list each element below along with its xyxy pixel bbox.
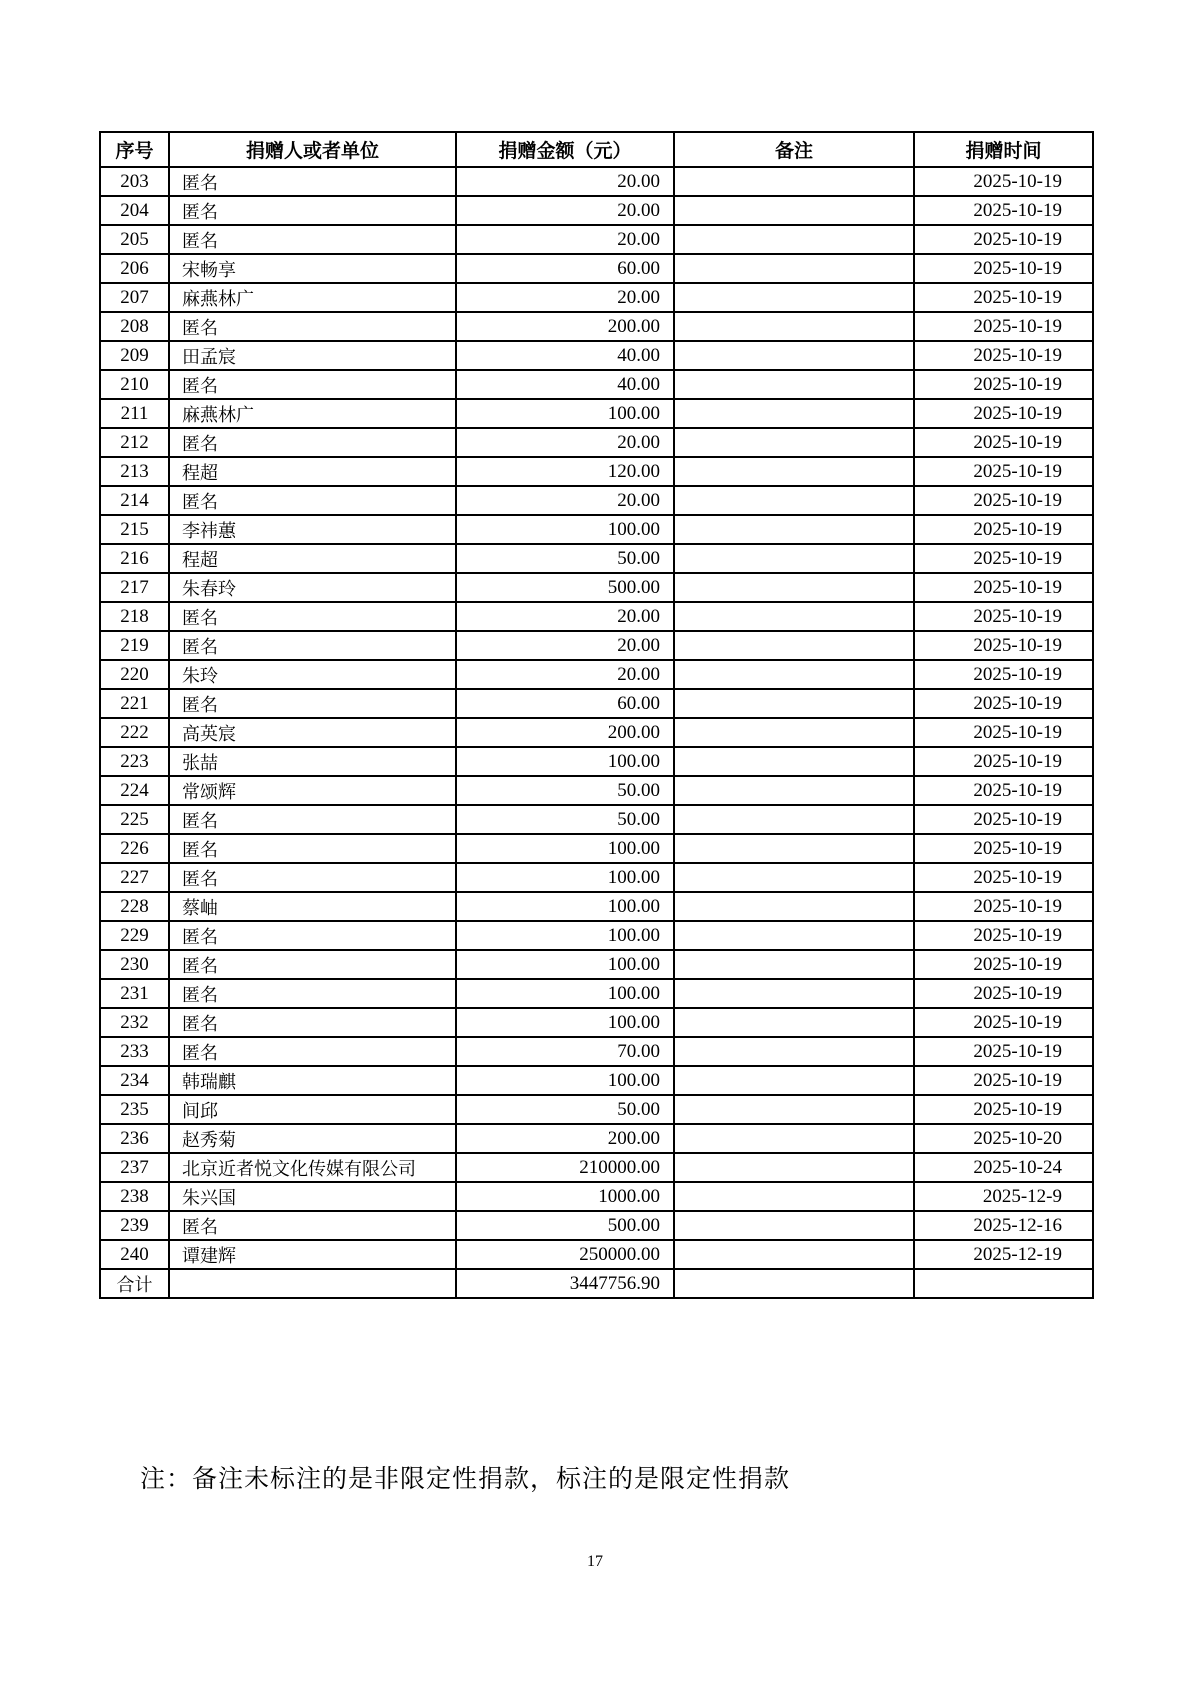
row-no-cell: 236 (100, 1124, 169, 1153)
amount-cell: 1000.00 (456, 1182, 674, 1211)
row-no-cell: 208 (100, 312, 169, 341)
donor-cell: 匿名 (169, 921, 456, 950)
date-cell: 2025-12-9 (914, 1182, 1093, 1211)
table-row (100, 428, 1093, 457)
donor-cell: 程超 (169, 457, 456, 486)
table-row (100, 921, 1093, 950)
amount-cell: 210000.00 (456, 1153, 674, 1182)
row-no-cell: 212 (100, 428, 169, 457)
row-no-cell: 222 (100, 718, 169, 747)
donor-cell: 匿名 (169, 167, 456, 196)
row-no-cell: 214 (100, 486, 169, 515)
date-cell: 2025-10-19 (914, 776, 1093, 805)
donor-cell: 蔡岫 (169, 892, 456, 921)
amount-cell: 100.00 (456, 747, 674, 776)
amount-cell: 100.00 (456, 399, 674, 428)
donor-cell: 麻燕林广 (169, 399, 456, 428)
note-cell (674, 1124, 914, 1153)
note-cell (674, 631, 914, 660)
table-row (100, 544, 1093, 573)
note-cell (674, 573, 914, 602)
row-no-cell: 230 (100, 950, 169, 979)
amount-cell: 20.00 (456, 283, 674, 312)
donor-cell: 匿名 (169, 979, 456, 1008)
table-row (100, 1066, 1093, 1095)
row-no-cell: 223 (100, 747, 169, 776)
row-no-cell: 229 (100, 921, 169, 950)
footnote: 注：备注未标注的是非限定性捐款，标注的是限定性捐款 (140, 1466, 791, 1493)
donor-cell: 匿名 (169, 950, 456, 979)
table-row (100, 225, 1093, 254)
amount-cell: 20.00 (456, 428, 674, 457)
amount-cell: 100.00 (456, 515, 674, 544)
date-cell: 2025-10-19 (914, 254, 1093, 283)
donor-cell: 赵秀菊 (169, 1124, 456, 1153)
table-row (100, 573, 1093, 602)
amount-cell: 20.00 (456, 167, 674, 196)
row-no-cell: 206 (100, 254, 169, 283)
table-row (100, 805, 1093, 834)
header-date: 捐赠时间 (914, 132, 1093, 167)
amount-cell: 500.00 (456, 573, 674, 602)
row-no-cell: 204 (100, 196, 169, 225)
amount-cell: 100.00 (456, 979, 674, 1008)
donor-cell: 匿名 (169, 631, 456, 660)
row-no-cell: 218 (100, 602, 169, 631)
note-cell (674, 399, 914, 428)
page-number: 17 (587, 1553, 603, 1570)
donor-cell: 常颂辉 (169, 776, 456, 805)
table-row (100, 254, 1093, 283)
total-date-cell (914, 1269, 1093, 1298)
row-no-cell: 225 (100, 805, 169, 834)
total-row (100, 1269, 1093, 1298)
date-cell: 2025-10-19 (914, 196, 1093, 225)
row-no-cell: 234 (100, 1066, 169, 1095)
note-cell (674, 254, 914, 283)
amount-cell: 50.00 (456, 776, 674, 805)
amount-cell: 100.00 (456, 892, 674, 921)
donor-cell: 匿名 (169, 1037, 456, 1066)
row-no-cell: 213 (100, 457, 169, 486)
date-cell: 2025-10-24 (914, 1153, 1093, 1182)
donor-cell: 朱玲 (169, 660, 456, 689)
date-cell: 2025-10-19 (914, 457, 1093, 486)
donor-cell: 北京近者悦文化传媒有限公司 (169, 1153, 456, 1182)
table-row (100, 399, 1093, 428)
note-cell (674, 515, 914, 544)
note-cell (674, 834, 914, 863)
note-cell (674, 196, 914, 225)
table-row (100, 892, 1093, 921)
date-cell: 2025-10-19 (914, 573, 1093, 602)
row-no-cell: 210 (100, 370, 169, 399)
table-row (100, 718, 1093, 747)
amount-cell: 100.00 (456, 921, 674, 950)
header-row (100, 132, 1093, 167)
date-cell: 2025-10-19 (914, 834, 1093, 863)
note-cell (674, 544, 914, 573)
header-no: 序号 (100, 132, 169, 167)
row-no-cell: 233 (100, 1037, 169, 1066)
note-cell (674, 283, 914, 312)
date-cell: 2025-10-19 (914, 1037, 1093, 1066)
amount-cell: 70.00 (456, 1037, 674, 1066)
row-no-cell: 235 (100, 1095, 169, 1124)
table-row (100, 747, 1093, 776)
note-cell (674, 1095, 914, 1124)
note-cell (674, 1037, 914, 1066)
date-cell: 2025-12-16 (914, 1211, 1093, 1240)
header-amount: 捐赠金额（元） (456, 132, 674, 167)
date-cell: 2025-10-19 (914, 544, 1093, 573)
amount-cell: 100.00 (456, 863, 674, 892)
amount-cell: 20.00 (456, 660, 674, 689)
donor-cell: 谭建辉 (169, 1240, 456, 1269)
row-no-cell: 215 (100, 515, 169, 544)
amount-cell: 20.00 (456, 486, 674, 515)
note-cell (674, 747, 914, 776)
row-no-cell: 205 (100, 225, 169, 254)
date-cell: 2025-10-19 (914, 921, 1093, 950)
date-cell: 2025-10-19 (914, 428, 1093, 457)
donor-cell: 间邱 (169, 1095, 456, 1124)
date-cell: 2025-12-19 (914, 1240, 1093, 1269)
date-cell: 2025-10-19 (914, 602, 1093, 631)
header-note: 备注 (674, 132, 914, 167)
note-cell (674, 1182, 914, 1211)
amount-cell: 60.00 (456, 254, 674, 283)
donation-table-body (100, 167, 1093, 1269)
table-row (100, 370, 1093, 399)
amount-cell: 50.00 (456, 805, 674, 834)
amount-cell: 200.00 (456, 312, 674, 341)
donor-cell: 朱春玲 (169, 573, 456, 602)
note-cell (674, 341, 914, 370)
note-cell (674, 1240, 914, 1269)
table-row (100, 1211, 1093, 1240)
row-no-cell: 216 (100, 544, 169, 573)
note-cell (674, 370, 914, 399)
date-cell: 2025-10-20 (914, 1124, 1093, 1153)
note-cell (674, 225, 914, 254)
donor-cell: 田孟宸 (169, 341, 456, 370)
row-no-cell: 211 (100, 399, 169, 428)
date-cell: 2025-10-19 (914, 399, 1093, 428)
row-no-cell: 209 (100, 341, 169, 370)
total-label-cell: 合计 (100, 1269, 169, 1298)
amount-cell: 100.00 (456, 950, 674, 979)
row-no-cell: 228 (100, 892, 169, 921)
date-cell: 2025-10-19 (914, 1008, 1093, 1037)
row-no-cell: 203 (100, 167, 169, 196)
row-no-cell: 224 (100, 776, 169, 805)
table-row (100, 602, 1093, 631)
donor-cell: 程超 (169, 544, 456, 573)
amount-cell: 200.00 (456, 1124, 674, 1153)
amount-cell: 100.00 (456, 1066, 674, 1095)
date-cell: 2025-10-19 (914, 950, 1093, 979)
amount-cell: 100.00 (456, 834, 674, 863)
note-cell (674, 718, 914, 747)
date-cell: 2025-10-19 (914, 167, 1093, 196)
donor-cell: 匿名 (169, 225, 456, 254)
table-row (100, 863, 1093, 892)
total-note-cell (674, 1269, 914, 1298)
table-row (100, 1095, 1093, 1124)
date-cell: 2025-10-19 (914, 718, 1093, 747)
total-amount-cell: 3447756.90 (456, 1269, 674, 1298)
row-no-cell: 219 (100, 631, 169, 660)
donor-cell: 高英宸 (169, 718, 456, 747)
donor-cell: 匿名 (169, 486, 456, 515)
row-no-cell: 232 (100, 1008, 169, 1037)
row-no-cell: 237 (100, 1153, 169, 1182)
note-cell (674, 921, 914, 950)
date-cell: 2025-10-19 (914, 660, 1093, 689)
note-cell (674, 428, 914, 457)
amount-cell: 20.00 (456, 602, 674, 631)
date-cell: 2025-10-19 (914, 486, 1093, 515)
row-no-cell: 221 (100, 689, 169, 718)
note-cell (674, 312, 914, 341)
date-cell: 2025-10-19 (914, 1095, 1093, 1124)
date-cell: 2025-10-19 (914, 341, 1093, 370)
amount-cell: 20.00 (456, 631, 674, 660)
note-cell (674, 660, 914, 689)
note-cell (674, 486, 914, 515)
donation-table (99, 131, 1094, 1299)
note-cell (674, 805, 914, 834)
table-row (100, 515, 1093, 544)
note-cell (674, 950, 914, 979)
donor-cell: 朱兴国 (169, 1182, 456, 1211)
table-row (100, 457, 1093, 486)
amount-cell: 50.00 (456, 544, 674, 573)
donor-cell: 匿名 (169, 428, 456, 457)
row-no-cell: 231 (100, 979, 169, 1008)
donor-cell: 匿名 (169, 834, 456, 863)
header-donor: 捐赠人或者单位 (169, 132, 456, 167)
note-cell (674, 863, 914, 892)
note-cell (674, 457, 914, 486)
note-cell (674, 776, 914, 805)
date-cell: 2025-10-19 (914, 370, 1093, 399)
donor-cell: 匿名 (169, 1211, 456, 1240)
donor-cell: 匿名 (169, 805, 456, 834)
donor-cell: 张喆 (169, 747, 456, 776)
note-cell (674, 1066, 914, 1095)
amount-cell: 500.00 (456, 1211, 674, 1240)
amount-cell: 200.00 (456, 718, 674, 747)
date-cell: 2025-10-19 (914, 515, 1093, 544)
note-cell (674, 167, 914, 196)
table-row (100, 341, 1093, 370)
amount-cell: 40.00 (456, 341, 674, 370)
amount-cell: 120.00 (456, 457, 674, 486)
amount-cell: 50.00 (456, 1095, 674, 1124)
table-row (100, 312, 1093, 341)
donor-cell: 匿名 (169, 196, 456, 225)
row-no-cell: 207 (100, 283, 169, 312)
table-row (100, 283, 1093, 312)
donor-cell: 宋畅享 (169, 254, 456, 283)
table-row (100, 1037, 1093, 1066)
table-row (100, 1240, 1093, 1269)
total-donor-cell (169, 1269, 456, 1298)
note-cell (674, 1211, 914, 1240)
date-cell: 2025-10-19 (914, 805, 1093, 834)
date-cell: 2025-10-19 (914, 892, 1093, 921)
row-no-cell: 238 (100, 1182, 169, 1211)
row-no-cell: 240 (100, 1240, 169, 1269)
donor-cell: 匿名 (169, 863, 456, 892)
amount-cell: 60.00 (456, 689, 674, 718)
donor-cell: 匿名 (169, 312, 456, 341)
amount-cell: 250000.00 (456, 1240, 674, 1269)
donor-cell: 麻燕林广 (169, 283, 456, 312)
date-cell: 2025-10-19 (914, 689, 1093, 718)
amount-cell: 100.00 (456, 1008, 674, 1037)
table-row (100, 631, 1093, 660)
date-cell: 2025-10-19 (914, 979, 1093, 1008)
table-row (100, 1182, 1093, 1211)
note-cell (674, 689, 914, 718)
date-cell: 2025-10-19 (914, 225, 1093, 254)
table-row (100, 950, 1093, 979)
note-cell (674, 979, 914, 1008)
table-row (100, 1124, 1093, 1153)
table-row (100, 486, 1093, 515)
donor-cell: 李祎蕙 (169, 515, 456, 544)
donor-cell: 匿名 (169, 602, 456, 631)
note-cell (674, 892, 914, 921)
date-cell: 2025-10-19 (914, 631, 1093, 660)
donor-cell: 匿名 (169, 370, 456, 399)
donor-cell: 匿名 (169, 689, 456, 718)
table-row (100, 776, 1093, 805)
note-cell (674, 602, 914, 631)
date-cell: 2025-10-19 (914, 863, 1093, 892)
table-row (100, 689, 1093, 718)
amount-cell: 20.00 (456, 196, 674, 225)
table-row (100, 1153, 1093, 1182)
row-no-cell: 220 (100, 660, 169, 689)
table-row (100, 167, 1093, 196)
row-no-cell: 227 (100, 863, 169, 892)
donor-cell: 韩瑞麒 (169, 1066, 456, 1095)
amount-cell: 40.00 (456, 370, 674, 399)
table-row (100, 834, 1093, 863)
note-cell (674, 1153, 914, 1182)
table-row (100, 979, 1093, 1008)
row-no-cell: 239 (100, 1211, 169, 1240)
date-cell: 2025-10-19 (914, 1066, 1093, 1095)
date-cell: 2025-10-19 (914, 312, 1093, 341)
amount-cell: 20.00 (456, 225, 674, 254)
date-cell: 2025-10-19 (914, 283, 1093, 312)
table-row (100, 1008, 1093, 1037)
date-cell: 2025-10-19 (914, 747, 1093, 776)
note-cell (674, 1008, 914, 1037)
row-no-cell: 226 (100, 834, 169, 863)
donor-cell: 匿名 (169, 1008, 456, 1037)
table-row (100, 196, 1093, 225)
row-no-cell: 217 (100, 573, 169, 602)
table-row (100, 660, 1093, 689)
